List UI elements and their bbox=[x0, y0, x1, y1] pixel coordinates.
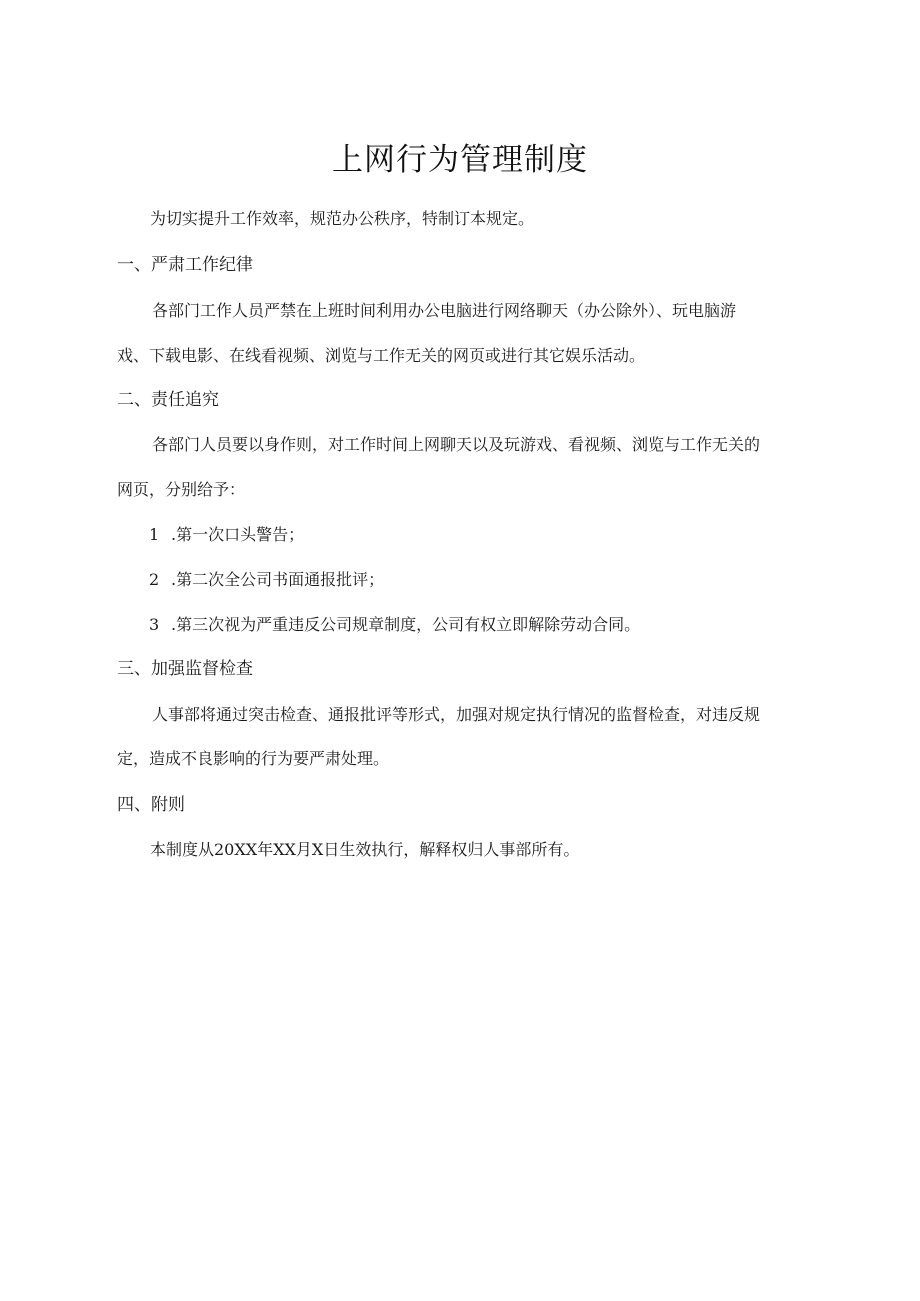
section-supervision-line-1: 人事部将通过突击检查、通报批评等形式，加强对规定执行情况的监督检查，对违反规 bbox=[152, 705, 761, 724]
section-appendix-line-1: 本制度从20XX年XX月X日生效执行，解释权归人事部所有。 bbox=[150, 840, 580, 859]
section-discipline-line-2: 戏、下载电影、在线看视频、浏览与工作无关的网页或进行其它娱乐活动。 bbox=[117, 346, 646, 365]
list-item-text: .第一次口头警告； bbox=[171, 525, 305, 544]
intro-paragraph: 为切实提升工作效率，规范办公秩序，特制订本规定。 bbox=[150, 209, 535, 228]
section-supervision-line-2: 定，造成不良影响的行为要严肃处理。 bbox=[117, 749, 390, 768]
section-heading-discipline: 一、严肃工作纪律 bbox=[117, 255, 253, 275]
list-item-number: 2 bbox=[149, 570, 160, 589]
section-accountability-line-2: 网页，分别给予： bbox=[117, 480, 246, 499]
list-item-text: .第三次视为严重违反公司规章制度，公司有权立即解除劳动合同。 bbox=[171, 615, 641, 634]
list-item-text: .第二次全公司书面通报批评； bbox=[171, 570, 385, 589]
section-discipline-line-1: 各部门工作人员严禁在上班时间利用办公电脑进行网络聊天（办公除外）、玩电脑游 bbox=[152, 301, 737, 320]
section-heading-supervision: 三、加强监督检查 bbox=[117, 659, 253, 679]
document-title: 上网行为管理制度 bbox=[332, 142, 588, 178]
penalty-list-item bbox=[149, 523, 304, 547]
section-heading-accountability: 二、责任追究 bbox=[117, 390, 219, 410]
penalty-list-item bbox=[149, 613, 640, 637]
list-item-number: 3 bbox=[149, 615, 160, 634]
section-heading-appendix: 四、附则 bbox=[117, 795, 185, 815]
list-item-number: 1 bbox=[149, 525, 160, 544]
section-accountability-line-1: 各部门人员要以身作则，对工作时间上网聊天以及玩游戏、看视频、浏览与工作无关的 bbox=[152, 435, 761, 454]
penalty-list-item bbox=[149, 568, 384, 592]
